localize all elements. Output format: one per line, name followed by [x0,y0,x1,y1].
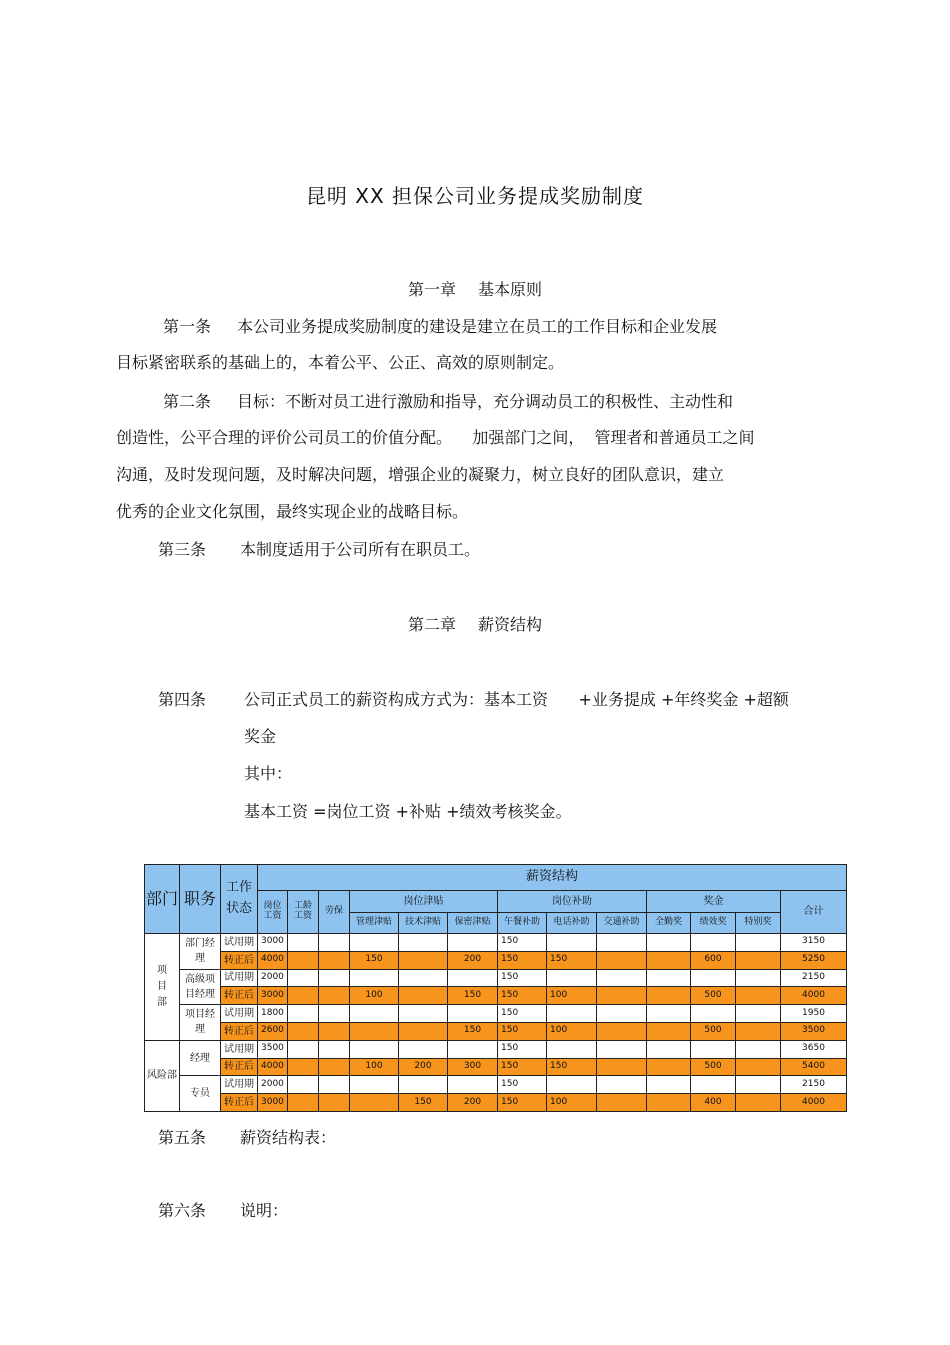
salary-cell [319,969,350,987]
header-sub-0: 管理津贴 [350,912,399,933]
salary-cell [547,969,597,987]
salary-cell: 1800 [258,1005,288,1023]
salary-cell [647,1005,691,1023]
table-row [145,987,847,1005]
salary-cell: 3650 [781,1040,847,1058]
position-cell: 部门经理 [180,933,221,969]
article-2-text-1: 目标：不断对员工进行激励和指导，充分调动员工的积极性、主动性和 [237,392,734,411]
salary-cell [319,1076,350,1094]
salary-cell [647,1022,691,1040]
article-4-line-1: 公司正式员工的薪资构成方式为：基本工资 +业务提成 +年终奖金 +超额 [244,690,789,709]
salary-structure-table [144,864,847,1112]
salary-cell: 100 [547,1022,597,1040]
article-6-label: 第六条 [158,1201,207,1220]
salary-cell [691,933,736,951]
salary-cell [597,1094,647,1112]
salary-cell [647,1094,691,1112]
salary-cell [547,1076,597,1094]
salary-cell: 150 [547,1058,597,1076]
article-4-line-2: 奖金 [244,727,277,746]
salary-cell: 4000 [781,987,847,1005]
dept-cell: 项目部 [145,933,180,1040]
salary-cell [319,1058,350,1076]
salary-cell [448,933,498,951]
salary-cell [691,1005,736,1023]
salary-cell [319,1040,350,1058]
table-row [145,1094,847,1112]
salary-cell [647,969,691,987]
article-1-line-2: 目标紧密联系的基础上的，本着公平、公正、高效的原则制定。 [116,353,565,372]
salary-cell: 150 [498,1058,547,1076]
status-cell: 试用期 [221,1005,258,1023]
salary-cell [350,1076,399,1094]
salary-cell [288,1076,319,1094]
salary-cell: 5250 [781,951,847,969]
salary-cell: 100 [547,987,597,1005]
salary-cell: 150 [498,1094,547,1112]
salary-cell [597,1022,647,1040]
salary-cell: 600 [691,951,736,969]
article-5 [158,1125,336,1148]
table-row [145,969,847,987]
salary-cell: 2000 [258,1076,288,1094]
salary-cell: 2600 [258,1022,288,1040]
chapter-2-number: 第二章 [407,615,456,634]
header-post-subsidy: 岗位补助 [498,890,647,912]
document-title: 昆明 XX 担保公司业务提成奖励制度 [305,184,645,208]
salary-cell [597,1058,647,1076]
chapter-1-heading [0,277,950,300]
salary-cell [319,1005,350,1023]
article-2-line-4: 优秀的企业文化氛围，最终实现企业的战略目标。 [116,502,469,521]
salary-cell [399,951,448,969]
header-post-allowance: 岗位津贴 [350,890,498,912]
salary-cell: 150 [498,933,547,951]
table-row [145,1005,847,1023]
position-cell: 项目经理 [180,1005,221,1041]
header-sub-2: 保密津贴 [448,912,498,933]
salary-cell [288,1094,319,1112]
salary-cell [597,969,647,987]
header-bonus: 奖金 [647,890,781,912]
salary-cell [288,1005,319,1023]
salary-cell [399,1005,448,1023]
salary-cell: 3000 [258,987,288,1005]
salary-cell [691,1040,736,1058]
article-4-line-4: 基本工资 =岗位工资 +补贴 +绩效考核奖金。 [244,802,572,821]
salary-cell [288,1058,319,1076]
salary-cell [350,1040,399,1058]
article-2-label: 第二条 [163,392,212,411]
salary-cell [399,1076,448,1094]
salary-cell: 100 [350,987,399,1005]
salary-cell: 4000 [781,1094,847,1112]
salary-cell [736,1040,781,1058]
header-sub-5: 交通补助 [597,912,647,933]
salary-cell [319,951,350,969]
salary-cell: 4000 [258,951,288,969]
article-4-line-3: 其中： [244,764,293,783]
salary-cell: 200 [399,1058,448,1076]
article-3 [158,537,480,560]
salary-cell [448,1005,498,1023]
salary-cell [647,1076,691,1094]
salary-cell [288,969,319,987]
header-sub-3: 午餐补助 [498,912,547,933]
table-row [145,1058,847,1076]
salary-cell: 5400 [781,1058,847,1076]
status-cell: 试用期 [221,969,258,987]
status-cell: 转正后 [221,1022,258,1040]
salary-cell: 500 [691,987,736,1005]
salary-cell: 150 [498,1005,547,1023]
article-3-text: 本制度适用于公司所有在职员工。 [240,540,481,559]
salary-cell [597,1005,647,1023]
position-cell: 高级项目经理 [180,969,221,1005]
salary-cell [448,969,498,987]
article-4-label: 第四条 [158,690,207,709]
article-2-line-3: 沟通，及时发现问题，及时解决问题，增强企业的凝聚力，树立良好的团队意识，建立 [116,465,725,484]
salary-cell: 150 [498,1040,547,1058]
chapter-2-name: 薪资结构 [478,615,543,634]
salary-cell [736,1005,781,1023]
status-cell: 转正后 [221,987,258,1005]
header-sub-6: 全勤奖 [647,912,691,933]
salary-cell: 2150 [781,969,847,987]
chapter-2-heading [0,612,950,635]
salary-cell [736,969,781,987]
salary-cell [319,1022,350,1040]
salary-cell [319,1094,350,1112]
salary-cell [399,1022,448,1040]
table-row [145,1076,847,1094]
chapter-1-number: 第一章 [407,280,456,299]
salary-cell: 150 [498,969,547,987]
article-3-label: 第三条 [158,540,207,559]
position-cell: 经理 [180,1040,221,1076]
table-row [145,933,847,951]
salary-cell [597,933,647,951]
salary-cell: 150 [498,951,547,969]
salary-cell [319,933,350,951]
header-sub-4: 电话补助 [547,912,597,933]
salary-cell: 3500 [781,1022,847,1040]
chapter-1-name: 基本原则 [478,280,543,299]
salary-cell [547,933,597,951]
salary-cell [288,1022,319,1040]
salary-cell: 3500 [258,1040,288,1058]
article-6 [158,1198,288,1221]
article-5-label: 第五条 [158,1128,207,1147]
header-status: 工作状态 [221,865,258,934]
salary-cell [736,951,781,969]
salary-cell [288,951,319,969]
salary-cell [736,987,781,1005]
header-total: 合计 [781,890,847,933]
salary-cell: 2000 [258,969,288,987]
salary-cell [597,987,647,1005]
salary-cell: 500 [691,1022,736,1040]
salary-cell: 200 [448,1094,498,1112]
article-1-label: 第一条 [163,317,212,336]
header-dept: 部门 [145,865,180,934]
header-salary-structure: 薪资结构 [258,865,847,891]
salary-cell: 150 [399,1094,448,1112]
salary-cell: 150 [448,1022,498,1040]
article-1-line-1 [163,314,717,337]
salary-cell [399,969,448,987]
salary-cell: 100 [350,1058,399,1076]
salary-cell [597,1040,647,1058]
salary-cell: 1950 [781,1005,847,1023]
status-cell: 试用期 [221,933,258,951]
status-cell: 试用期 [221,1076,258,1094]
salary-cell [350,1022,399,1040]
salary-cell [647,1040,691,1058]
header-labor-protection: 劳保 [319,890,350,933]
salary-cell [647,1058,691,1076]
header-sub-7: 绩效奖 [691,912,736,933]
table-row [145,1022,847,1040]
position-cell: 专员 [180,1076,221,1112]
salary-cell [399,933,448,951]
salary-cell: 3150 [781,933,847,951]
salary-cell [547,1005,597,1023]
status-cell: 试用期 [221,1040,258,1058]
salary-cell: 100 [547,1094,597,1112]
salary-cell: 300 [448,1058,498,1076]
salary-cell [350,969,399,987]
salary-cell [547,1040,597,1058]
salary-cell: 2150 [781,1076,847,1094]
salary-cell: 400 [691,1094,736,1112]
header-seniority-pay: 工龄 工资 [288,890,319,933]
table-row [145,951,847,969]
salary-cell: 4000 [258,1058,288,1076]
salary-cell [647,933,691,951]
salary-cell: 150 [547,951,597,969]
status-cell: 转正后 [221,951,258,969]
header-sub-1: 技术津贴 [399,912,448,933]
salary-cell [350,933,399,951]
salary-cell [448,1076,498,1094]
salary-cell [647,987,691,1005]
salary-cell: 500 [691,1058,736,1076]
status-cell: 转正后 [221,1094,258,1112]
salary-cell [597,1076,647,1094]
salary-cell [288,1040,319,1058]
salary-cell [288,987,319,1005]
article-5-text: 薪资结构表： [240,1128,337,1147]
article-2-line-2: 创造性，公平合理的评价公司员工的价值分配。 加强部门之间， 管理者和普通员工之间 [116,428,755,447]
article-2-line-1 [163,389,733,412]
salary-cell: 150 [498,987,547,1005]
article-6-text: 说明： [240,1201,289,1220]
status-cell: 转正后 [221,1058,258,1076]
article-1-text-1: 本公司业务提成奖励制度的建设是建立在员工的工作目标和企业发展 [237,317,718,336]
salary-cell [736,1076,781,1094]
salary-cell: 200 [448,951,498,969]
salary-cell: 150 [498,1022,547,1040]
salary-cell [597,951,647,969]
header-base-salary: 岗位 工资 [258,890,288,933]
salary-cell [288,933,319,951]
salary-cell: 150 [350,951,399,969]
salary-cell [736,1022,781,1040]
salary-cell [399,987,448,1005]
salary-cell [736,1058,781,1076]
header-sub-8: 特别奖 [736,912,781,933]
salary-cell [350,1094,399,1112]
salary-cell [647,951,691,969]
salary-cell: 150 [448,987,498,1005]
salary-cell [399,1040,448,1058]
salary-cell [350,1005,399,1023]
salary-cell [448,1040,498,1058]
salary-cell [736,933,781,951]
salary-cell: 3000 [258,933,288,951]
salary-cell [691,969,736,987]
dept-cell: 风险部 [145,1040,180,1111]
salary-cell [691,1076,736,1094]
header-position: 职务 [180,865,221,934]
table-row [145,1040,847,1058]
salary-cell: 3000 [258,1094,288,1112]
salary-cell [319,987,350,1005]
salary-cell [736,1094,781,1112]
salary-cell: 150 [498,1076,547,1094]
